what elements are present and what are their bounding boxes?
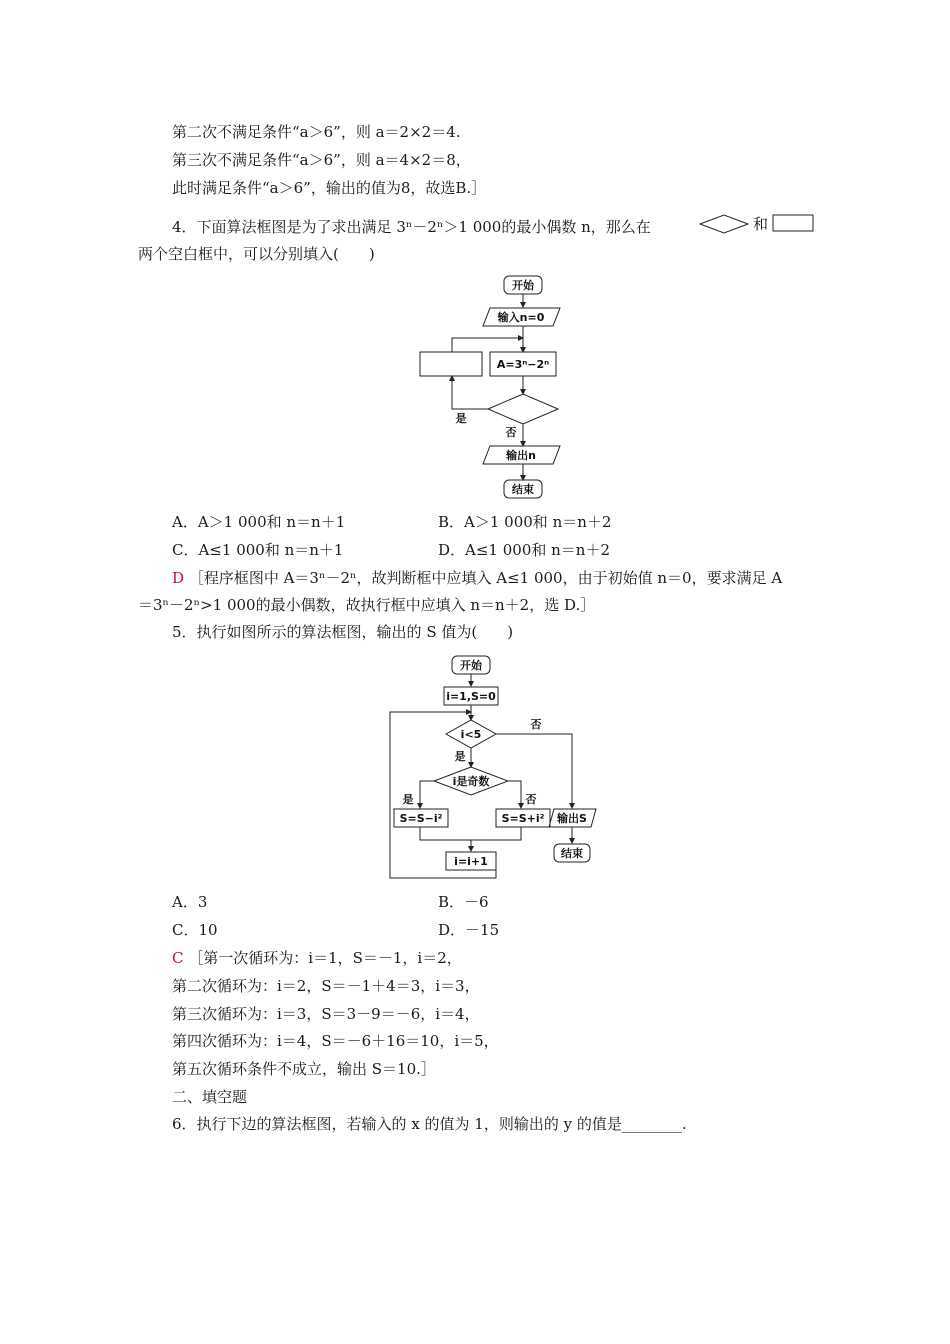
q5-odd-label: i是奇数 — [452, 775, 490, 788]
q5-solution-text-1: ［第一次循环为：i＝1，S＝－1，i＝2， — [188, 949, 462, 967]
q5-solution-line-3: 第三次循环为：i＝3，S＝3－9＝－6，i＝4， — [172, 1005, 480, 1023]
q4-stem-line-1 — [172, 217, 651, 237]
prev-answer-line-3: 此时满足条件“a＞6”，输出的值为8，故选B.］ — [172, 179, 487, 197]
prev-answer-line-2: 第三次不满足条件“a＞6”，则 a＝4×2＝8， — [172, 151, 471, 169]
q5-yes2-label: 是 — [402, 793, 414, 806]
q4-decision-node — [488, 394, 558, 424]
q4-option-a: A．A＞1 000和 n＝n＋1 — [172, 513, 346, 531]
q4-output-label: 输出n — [506, 449, 536, 462]
diamond-blank-icon — [700, 215, 748, 233]
q4-blank-shapes — [698, 213, 818, 235]
q6-stem: 6．执行下边的算法框图，若输入的 x 的值为 1，则输出的 y 的值是________. — [172, 1115, 687, 1133]
q5-flowchart — [384, 650, 604, 882]
rect-blank-icon — [773, 215, 813, 231]
section-heading: 二、填空题 — [172, 1088, 248, 1106]
q5-solution-line-4: 第四次循环为：i＝4，S＝－6＋16＝10，i＝5， — [172, 1032, 499, 1050]
q5-no2-label: 否 — [525, 793, 537, 806]
q5-left-label: S=S−i² — [399, 812, 443, 825]
q5-solution-line-1 — [172, 948, 462, 968]
q5-solution-line-2: 第二次循环为：i＝2，S＝－1＋4＝3，i＝3， — [172, 977, 480, 995]
q5-no1-label: 否 — [530, 718, 542, 731]
q4-stem-and: 和 — [753, 215, 769, 233]
q5-option-c: C．10 — [172, 921, 218, 939]
q4-input-label: 输入n=0 — [497, 311, 545, 324]
q5-end-label: 结束 — [561, 847, 583, 860]
q5-cond-label: i<5 — [460, 728, 482, 741]
q5-yes1-label: 是 — [454, 750, 466, 763]
q5-start-label: 开始 — [460, 659, 482, 672]
q4-stem-text: 4．下面算法框图是为了求出满足 3ⁿ－2ⁿ＞1 000的最小偶数 n，那么在 — [172, 218, 651, 236]
q5-right-label: S=S+i² — [501, 812, 545, 825]
q4-assign-label: A=3ⁿ−2ⁿ — [496, 358, 550, 371]
q4-solution-text-1: ［程序框图中 A＝3ⁿ－2ⁿ，故判断框中应填入 A≤1 000，由于初始值 n＝0，要求满足 A — [188, 569, 783, 587]
q5-option-b: B．－6 — [438, 893, 489, 911]
q4-stem-line-2: 两个空白框中，可以分别填入( ) — [138, 245, 375, 263]
q5-output-label: 输出S — [557, 812, 587, 825]
q4-start-label: 开始 — [512, 279, 534, 292]
q4-no-label: 否 — [505, 426, 517, 439]
q4-flowchart — [410, 270, 580, 502]
q5-inc-label: i=i+1 — [454, 855, 488, 868]
q4-option-d: D．A≤1 000和 n＝n＋2 — [438, 541, 611, 559]
q5-solution-line-5: 第五次循环条件不成立，输出 S＝10.］ — [172, 1060, 436, 1078]
q4-solution-line-1 — [172, 568, 782, 588]
q4-answer-letter: D — [172, 569, 185, 587]
prev-answer-line-1: 第二次不满足条件“a＞6”，则 a＝2×2＝4. — [172, 123, 461, 141]
q5-stem: 5．执行如图所示的算法框图，输出的 S 值为( ) — [172, 623, 514, 641]
q4-blank-process-node — [420, 352, 482, 376]
q5-init-label: i=1,S=0 — [446, 690, 496, 703]
q4-end-label: 结束 — [512, 483, 534, 496]
q4-option-c: C．A≤1 000和 n＝n＋1 — [172, 541, 344, 559]
q4-option-b: B．A＞1 000和 n＝n＋2 — [438, 513, 612, 531]
q5-answer-letter: C — [172, 949, 184, 967]
q4-solution-line-2: ＝3ⁿ－2ⁿ>1 000的最小偶数，故执行框中应填入 n＝n＋2，选 D.］ — [138, 596, 596, 614]
q5-option-a: A．3 — [172, 893, 208, 911]
q4-yes-label: 是 — [455, 412, 467, 425]
q5-option-d: D．－15 — [438, 921, 500, 939]
